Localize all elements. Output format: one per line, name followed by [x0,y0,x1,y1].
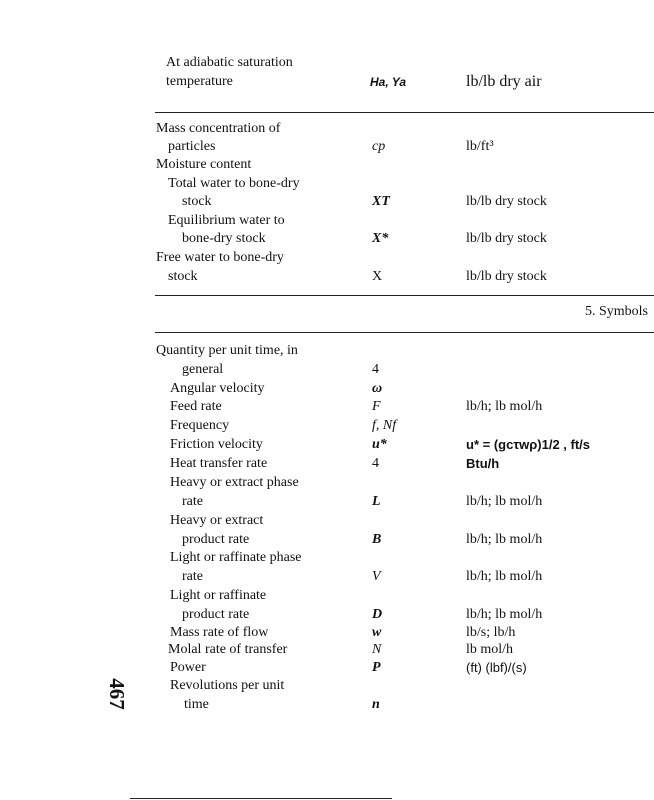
entry-symbol: L [372,494,381,509]
divider [155,332,654,333]
entry-label-line2: time [184,697,209,712]
entry-label-line1: Total water to bone-dry [168,176,300,191]
entry-label-line2: particles [168,139,216,154]
entry-unit: lb/lb dry stock [466,231,547,246]
entry-label: Frequency [170,418,230,433]
entry-unit: lb/s; lb/h [466,625,516,640]
entry-label-line2: stock [182,194,212,209]
divider [155,295,654,296]
entry-symbol: B [372,532,382,547]
entry-symbol: f, Nf [372,418,397,433]
entry-label-line2: product rate [182,607,250,622]
entry-symbol: V [372,569,381,584]
entry-label-line1: Revolutions per unit [170,678,285,693]
entry-label-line2: temperature [166,74,233,89]
entry-symbol: u* [372,437,387,452]
entry-label-line2: bone-dry stock [182,231,266,246]
entry-symbol: X [372,269,383,284]
entry-label-line1: Light or raffinate phase [170,550,302,565]
section-label: 5. Symbols [584,304,648,319]
page-number: 467 [105,678,130,710]
entry-label-line2: stock [168,269,198,284]
entry-unit: lb/lb dry air [466,73,542,90]
entry-label-line1: Moisture content [156,157,252,172]
entry-symbol: X* [372,231,389,246]
entry-label-line1: Light or raffinate [170,588,267,603]
entry-unit: Btu/h [466,456,500,471]
entry-label-line1: Heavy or extract [170,513,264,528]
entry-label: Power [170,660,206,675]
entry-unit: lb/lb dry stock [466,194,547,209]
entry-symbol: 4 [372,362,379,377]
entry-label-line1: Free water to bone-dry [156,250,284,265]
entry-symbol: n [372,697,380,712]
entry-label-line2: rate [182,494,203,509]
entry-label: Angular velocity [170,381,265,396]
entry-unit: lb mol/h [466,642,514,657]
entry-label-line1: Mass concentration of [156,121,281,136]
entry-symbol: F [372,399,381,414]
footer-rule [130,798,392,799]
entry-unit: lb/h; lb mol/h [466,569,543,584]
entry-symbol: Ha, Ya [370,75,407,89]
entry-unit: (ft) (lbf)/(s) [466,660,527,675]
entry-unit: lb/lb dry stock [466,269,547,284]
entry-symbol: D [372,607,383,622]
entry-label: Feed rate [170,399,222,414]
entry-symbol: 4 [372,456,379,471]
entry-label-line2: general [182,362,224,377]
entry-label-line2: product rate [182,532,250,547]
entry-label-line1: At adiabatic saturation [166,55,293,70]
entry-label: Heat transfer rate [170,456,268,471]
entry-symbol: cp [372,139,386,154]
entry-label-line1: Heavy or extract phase [170,475,299,490]
entry-unit: u* = (gcτwρ)1/2 , ft/s [466,437,591,452]
entry-symbol: ω [372,381,383,396]
entry-symbol: N [372,642,382,657]
entry-unit: lb/h; lb mol/h [466,607,543,622]
entry-label-line1: Quantity per unit time, in [156,343,298,358]
entry-unit: lb/ft³ [466,139,494,154]
entry-unit: lb/h; lb mol/h [466,494,543,509]
entry-label: Friction velocity [170,437,263,452]
entry-label-line2: rate [182,569,203,584]
divider [155,112,654,113]
entry-label-line1: Equilibrium water to [168,213,285,228]
entry-label: Mass rate of flow [170,625,269,640]
entry-label: Molal rate of transfer [168,642,288,657]
entry-symbol: XT [372,194,390,209]
entry-unit: lb/h; lb mol/h [466,532,543,547]
entry-unit: lb/h; lb mol/h [466,399,543,414]
entry-symbol: P [372,660,381,675]
entry-symbol: w [372,625,382,640]
